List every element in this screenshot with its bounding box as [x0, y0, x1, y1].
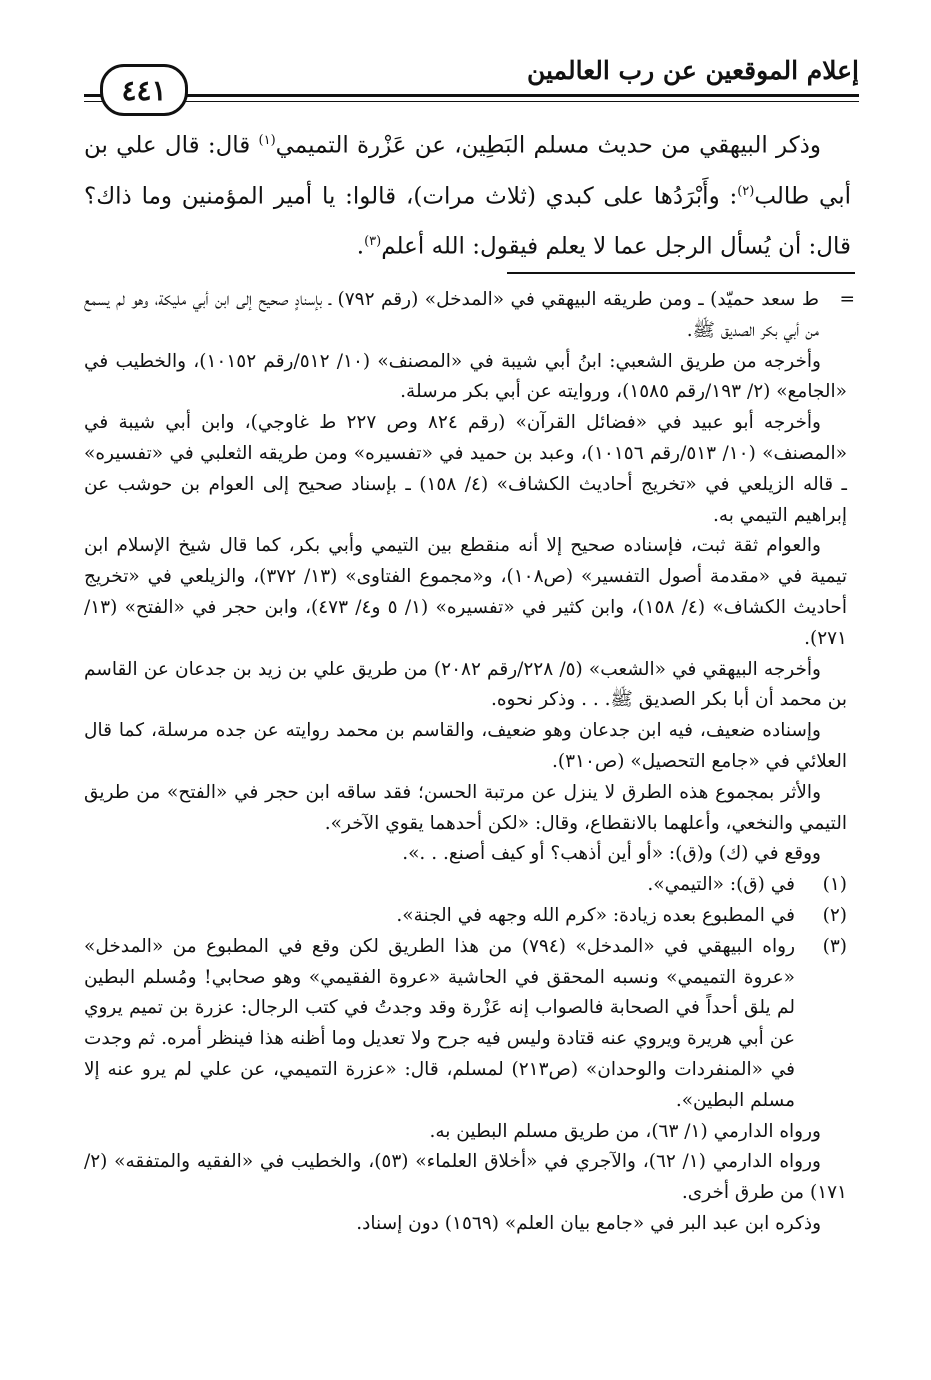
footnote-paragraph: وذكره ابن عبد البر في «جامع بيان العلم» (١٥٦٩) دون إسناد. — [356, 1212, 821, 1234]
page-number: ٤٤١ — [100, 64, 188, 116]
footnote-text: في (ق): «التيمي». — [647, 874, 795, 896]
footnote-1 — [84, 870, 847, 901]
footnote-continuation — [84, 285, 855, 347]
main-text-segment: وذكر البيهقي من حديث مسلم البَطِين، عن عَزْرة التميمي — [275, 132, 821, 159]
main-text-segment: . — [356, 233, 365, 260]
footnote-number: (٢) — [822, 904, 847, 926]
footnote-text: رواه البيهقي في «المدخل» (٧٩٤) من هذا الطريق لكن وقع في المطبوع من «المدخل» «عروة التميمي» ونسبه المحقق في الحاشية «عروة الفقيمي» وهو صحابي! ومُسلم البطين لم يلق أحداً في الصحابة فالصواب إنه عَزْرة وقد وجدتُ في كتب الرجال: عزرة بن تميم يروي عن أبي هريرة ويروي عنه قتادة وليس فيه جرح ولا تعديل وما أظنه هذا فينظر أمره. ثم وجدت في «المنفردات والوحدان» (ص٢١٣) لمسلم، قال: «عزرة التميمي، عن علي لم يرو عنه إلا مسلم البطين». — [84, 935, 796, 1111]
footnote-paragraph: وأخرجه من طريق الشعبي: ابنُ أبي شيبة في «المصنف» (١٠/ ٥١٢/رقم ١٠١٥٢)، والخطيب في «الجامع» (٢/ ١٩٣/رقم ١٥٨٥)، وروايته عن أبي بكر مرسلة. — [84, 350, 847, 403]
footnote-paragraph: والأثر بمجموع هذه الطرق لا ينزل عن مرتبة الحسن؛ فقد ساقه ابن حجر في «الفتح» من طريق التيمي والنخعي، وأعلهما بالانقطاع، وقال: «لكن أحدهما يقوي الآخر». — [84, 781, 847, 834]
footnote-ref: (٢) — [737, 183, 755, 199]
footnote-number: (٣) — [822, 935, 847, 957]
footnote-ref: (٣) — [364, 234, 382, 250]
footnote-ref: (١) — [258, 133, 276, 148]
footnote-3 — [84, 932, 847, 1117]
footnote-paragraph: ط سعد حميّد) ـ ومن طريقه البيهقي في «المدخل» (رقم ٧٩٢) ـ بإسنادٍ صحيح إلى ابن أبي مليكة، وهو لم يسمع من أبي بكر الصديق ﷺ. — [84, 289, 819, 341]
continuation-mark: = — [839, 289, 855, 310]
footnote-paragraph: والعوام ثقة ثبت، فإسناده صحيح إلا أنه منقطع بين التيمي وأبي بكر، كما قال شيخ الإسلام ابن تيمية في «مقدمة أصول التفسير» (ص١٠٨)، و«مجموع الفتاوى» (١٣/ ٣٧٢)، والزيلعي في «تخريج أحاديث الكشاف» (٤/ ١٥٨)، وابن كثير في «تفسيره» (١/ ٥ و٤/ ٤٧٣)، وابن حجر في «الفتح» (١٣/ ٢٧١). — [84, 535, 848, 649]
running-title: إعلام الموقعين عن رب العالمين — [526, 56, 859, 85]
main-paragraph — [84, 118, 851, 270]
footnote-text: في المطبوع بعده زيادة: «كرم الله وجهه في الجنة». — [396, 904, 795, 926]
footnote-paragraph: وإسناده ضعيف، فيه ابن جدعان وهو ضعيف، والقاسم بن محمد روايته عن جده مرسلة، كما قال العلائي في «جامع التحصيل» (ص٣١٠). — [84, 720, 847, 772]
footnote-number: (١) — [822, 874, 847, 896]
main-text — [84, 118, 851, 270]
footnote-2 — [84, 901, 847, 932]
footnote-paragraph: ورواه الدارمي (١/ ٦٢)، والآجري في «أخلاق العلماء» (٥٣)، والخطيب في «الفقيه والمتفقه» (٢/ ١٧١) من طرق أخرى. — [84, 1151, 847, 1204]
footnotes — [84, 285, 855, 1240]
footnote-paragraph: وأخرجه أبو عبيد في «فضائل القرآن» (رقم ٨٢٤ وص ٢٢٧ ط غاوجي)، وابن أبي شيبة في «المصنف» (١٠/ ٥١٣/رقم ١٠١٥٦)، وعبد بن حميد في «تفسيره» ومن طريقه الثعلبي في «تفسيره» ـ قاله الزيلعي في «تخريج أحاديث الكشاف» (٤/ ١٥٨) ـ بإسناد صحيح إلى العوام بن حوشب عن إبراهيم التيمي به. — [84, 412, 848, 526]
footnote-paragraph: ورواه الدارمي (١/ ٦٣)، من طريق مسلم البطين به. — [429, 1120, 821, 1142]
footnote-separator — [507, 272, 855, 274]
footnote-paragraph: ووقع في (ك) و(ق): «أو أين أذهب؟ أو كيف أصنع. . .». — [402, 843, 821, 865]
header-rule-thin — [84, 101, 859, 102]
main-text-segment: : وأَبْرَدُها على كبدي (ثلاث مرات)، قالوا: يا أمير المؤمنين وما ذاك؟ قال: أن يُسأل الرجل عما لا يعلم فيقول: الله أعلم — [84, 183, 851, 260]
footnote-paragraph: وأخرجه البيهقي في «الشعب» (٥/ ٢٢٨/رقم ٢٠٨٢) من طريق علي بن زيد بن جدعان عن القاسم بن محمد أن أبا بكر الصديق ﷺ. . . وذكر نحوه. — [84, 658, 847, 711]
header-rule — [84, 94, 859, 97]
main-text-segment: قال: قال علي بن أبي طالب — [84, 132, 851, 210]
